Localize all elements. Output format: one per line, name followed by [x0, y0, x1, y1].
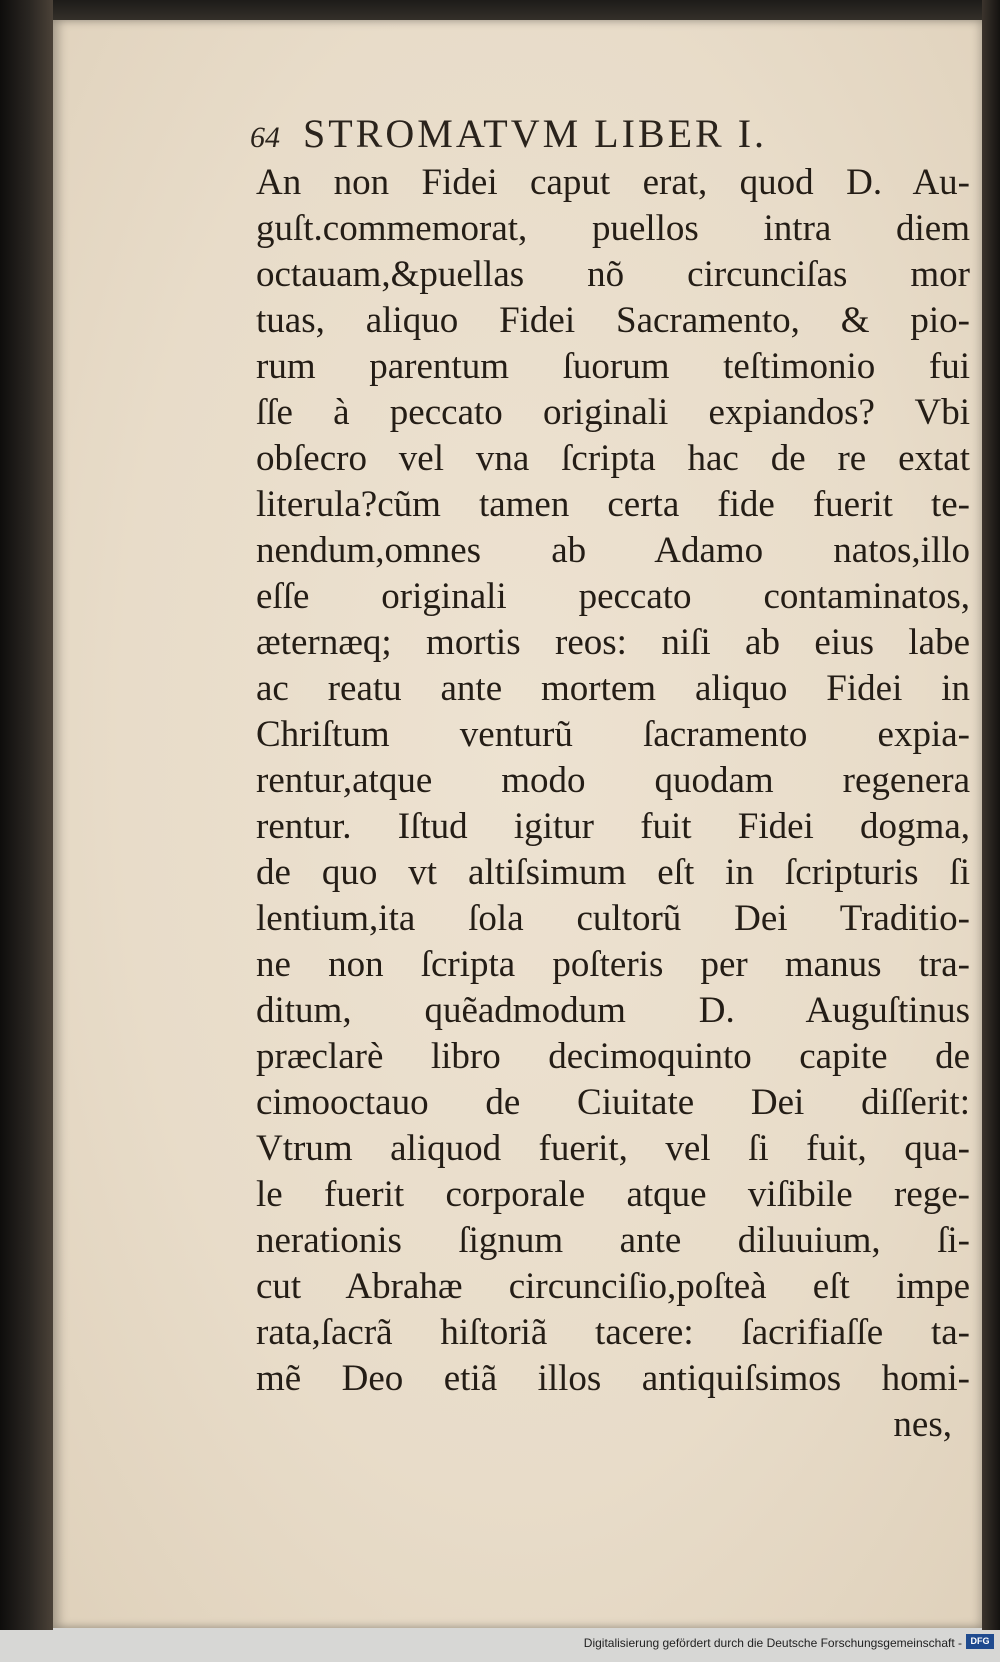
funding-credit: Digitalisierung gefördert durch die Deutsche Forschungsgemeinschaft - — [583, 1636, 962, 1650]
text-line: eſſe originali peccato contaminatos, — [256, 576, 970, 617]
text-line: ſſe à peccato originali expiandos? Vbi — [256, 392, 970, 433]
text-line: le fuerit corporale atque viſibile rege- — [256, 1174, 970, 1215]
text-line: nerationis ſignum ante diluuium, ſi- — [256, 1220, 970, 1261]
text-line: ac reatu ante mortem aliquo Fidei in — [256, 668, 970, 709]
book-spine-shadow — [0, 0, 53, 1630]
text-line: octauam,&puellas nõ circunciſas mor — [256, 254, 970, 295]
scan-frame-right — [982, 0, 1000, 1630]
text-line: mẽ Deo etiã illos antiquiſsimos homi- — [256, 1358, 970, 1399]
text-line: tuas, aliquo Fidei Sacramento, & pio- — [256, 300, 970, 341]
text-line: nendum,omnes ab Adamo natos,illo — [256, 530, 970, 571]
catchword: nes, — [893, 1404, 952, 1445]
text-line: rentur,atque modo quodam regenera — [256, 760, 970, 801]
text-line: Vtrum aliquod fuerit, vel ſi fuit, qua- — [256, 1128, 970, 1169]
text-line: ditum, quẽadmodum D. Auguſtinus — [256, 990, 970, 1031]
text-line: cimooctauo de Ciuitate Dei diſſerit: — [256, 1082, 970, 1123]
text-line: An non Fidei caput erat, quod D. Au- — [256, 162, 970, 203]
text-line: rentur. Iſtud igitur fuit Fidei dogma, — [256, 806, 970, 847]
text-line: obſecro vel vna ſcripta hac de re extat — [256, 438, 970, 479]
digitization-footer — [0, 1630, 1000, 1662]
text-line: cut Abrahæ circunciſio,poſteà eſt impe — [256, 1266, 970, 1307]
text-line: de quo vt altiſsimum eſt in ſcripturis ſi — [256, 852, 970, 893]
text-line: lentium,ita ſola cultorũ Dei Traditio- — [256, 898, 970, 939]
text-line: literula?cũm tamen certa fide fuerit te- — [256, 484, 970, 525]
text-line: æternæq; mortis reos: niſi ab eius labe — [256, 622, 970, 663]
text-line: præclarè libro decimoquinto capite de — [256, 1036, 970, 1077]
text-line: rata,ſacrã hiſtoriã tacere: ſacrifiaſſe ta- — [256, 1312, 970, 1353]
text-line: ne non ſcripta poſteris per manus tra- — [256, 944, 970, 985]
text-line: Chriſtum venturũ ſacramento expia- — [256, 714, 970, 755]
running-head — [250, 112, 950, 156]
dfg-logo-icon: DFG — [966, 1634, 994, 1649]
running-head-title: STROMATVM LIBER I. — [303, 111, 768, 156]
scan-frame-top — [0, 0, 1000, 22]
text-line: guſt.commemorat, puellos intra diem — [256, 208, 970, 249]
page-number: 64 — [250, 121, 280, 154]
text-line: rum parentum ſuorum teſtimonio fui — [256, 346, 970, 387]
page-body — [256, 160, 970, 1448]
